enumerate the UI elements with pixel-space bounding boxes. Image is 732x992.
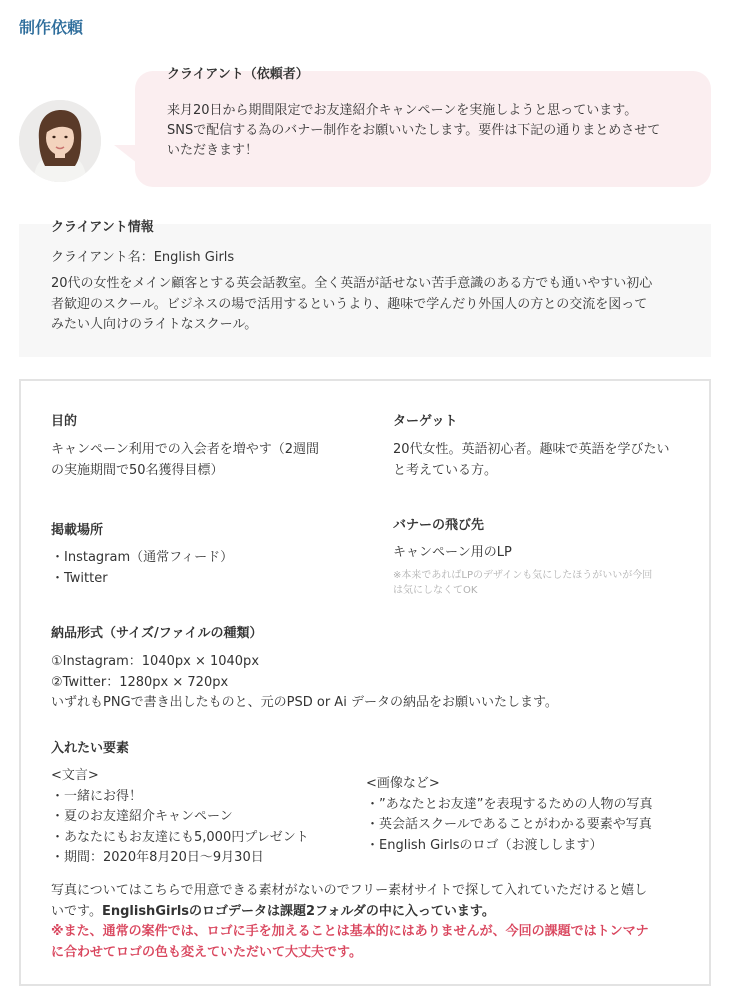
- destination-heading: バナーの飛び先: [393, 518, 485, 533]
- format-line: いずれもPNGで書き出したものと、元のPSD or Ai データの納品をお願いいたします。: [51, 695, 558, 710]
- destination-text: キャンペーン用のLP: [393, 545, 512, 560]
- client-message-line: いただきます！: [167, 143, 259, 158]
- purpose-line: キャンペーン利用での入会者を増やす（2週間: [51, 442, 320, 457]
- target-heading: ターゲット: [393, 414, 458, 429]
- avatar: [19, 100, 101, 182]
- list-item: ・あなたにもお友達にも5,000円プレゼント: [51, 829, 309, 845]
- purpose-line: の実施期間で50名獲得目標）: [51, 462, 224, 478]
- list-item: ・一緒にお得！: [51, 788, 143, 804]
- destination-note: [393, 568, 693, 598]
- footer-plain-text: いです。: [51, 903, 102, 919]
- description-line: みたい人向けのライトなスクール。: [51, 317, 258, 332]
- image-elements-heading: <画像など>: [366, 776, 440, 791]
- placement-heading: 掲載場所: [51, 523, 104, 538]
- description-line: 者歓迎のスクール。ビジネスの場で活用するというより、趣味で学んだり外国人の方との交流を図って: [51, 296, 648, 312]
- note-line: ※本来であればLPのデザインも気にしたほうがいいが今回: [393, 570, 653, 581]
- elements-heading: 入れたい要素: [51, 741, 130, 756]
- image-elements-list: [366, 774, 652, 856]
- description-line: 20代の女性をメイン顧客とする英会話教室。全く英語が話せない苦手意識のある方でも通いやすい初心: [51, 276, 653, 291]
- client-avatar-icon: [19, 100, 101, 182]
- format-line: ②Twitter：1280px × 720px: [51, 674, 229, 690]
- list-item: ・英会話スクールであることがわかる要素や写真: [366, 817, 652, 832]
- client-name-label: クライアント（依頼者）: [167, 67, 309, 82]
- purpose-heading: 目的: [51, 414, 78, 429]
- note-line: は気にしなくてOK: [393, 585, 478, 596]
- target-line: 20代女性。英語初心者。趣味で英語を学びたい: [393, 442, 670, 457]
- list-item: ・”あなたとお友達”を表現するための人物の写真: [366, 796, 653, 812]
- footer-notes: [51, 881, 691, 963]
- target-line: と考えている方。: [393, 462, 498, 478]
- client-message: [167, 101, 687, 161]
- format-line: ①Instagram：1040px × 1040px: [51, 654, 260, 669]
- placement-list: [51, 548, 233, 589]
- target-text: [393, 440, 693, 481]
- list-item: ・夏のお友達紹介キャンペーン: [51, 809, 233, 824]
- client-info-description: [51, 274, 681, 336]
- client-message-line: SNSで配信する為のバナー制作をお願いいたします。要件は下記の通りまとめさせて: [167, 123, 661, 138]
- text-elements-heading: <文言>: [51, 768, 99, 783]
- purpose-text: [51, 440, 351, 481]
- client-message-line: 来月20日から期間限定でお友達紹介キャンペーンを実施しようと思っています。: [167, 103, 638, 118]
- list-item: ・English Girlsのロゴ（お渡しします）: [366, 837, 603, 853]
- footer-line: [51, 902, 691, 923]
- logo-data-note: EnglishGirlsのロゴデータは課題2フォルダの中に入っています。: [101, 903, 495, 919]
- client-info-name: クライアント名：English Girls: [51, 250, 235, 265]
- footer-line: 写真についてはこちらで用意できる素材がないのでフリー素材サイトで探して入れていただけると嬉し: [51, 883, 648, 898]
- format-heading: 納品形式（サイズ/ファイルの種類）: [51, 626, 263, 641]
- alert-line: ※また、通常の案件では、ロゴに手を加えることは基本的にはありませんが、今回の課題ではトンマナ: [51, 924, 649, 939]
- list-item: ・Twitter: [51, 570, 108, 586]
- client-info-title: クライアント情報: [51, 220, 154, 235]
- list-item: ・期間：2020年8月20日～9月30日: [51, 850, 264, 865]
- page-title: 制作依頼: [19, 18, 84, 37]
- text-elements-list: [51, 766, 309, 869]
- list-item: ・Instagram（通常フィード）: [51, 550, 234, 565]
- format-text: [51, 652, 558, 714]
- alert-line: に合わせてロゴの色も変えていただいて大丈夫です。: [51, 944, 362, 960]
